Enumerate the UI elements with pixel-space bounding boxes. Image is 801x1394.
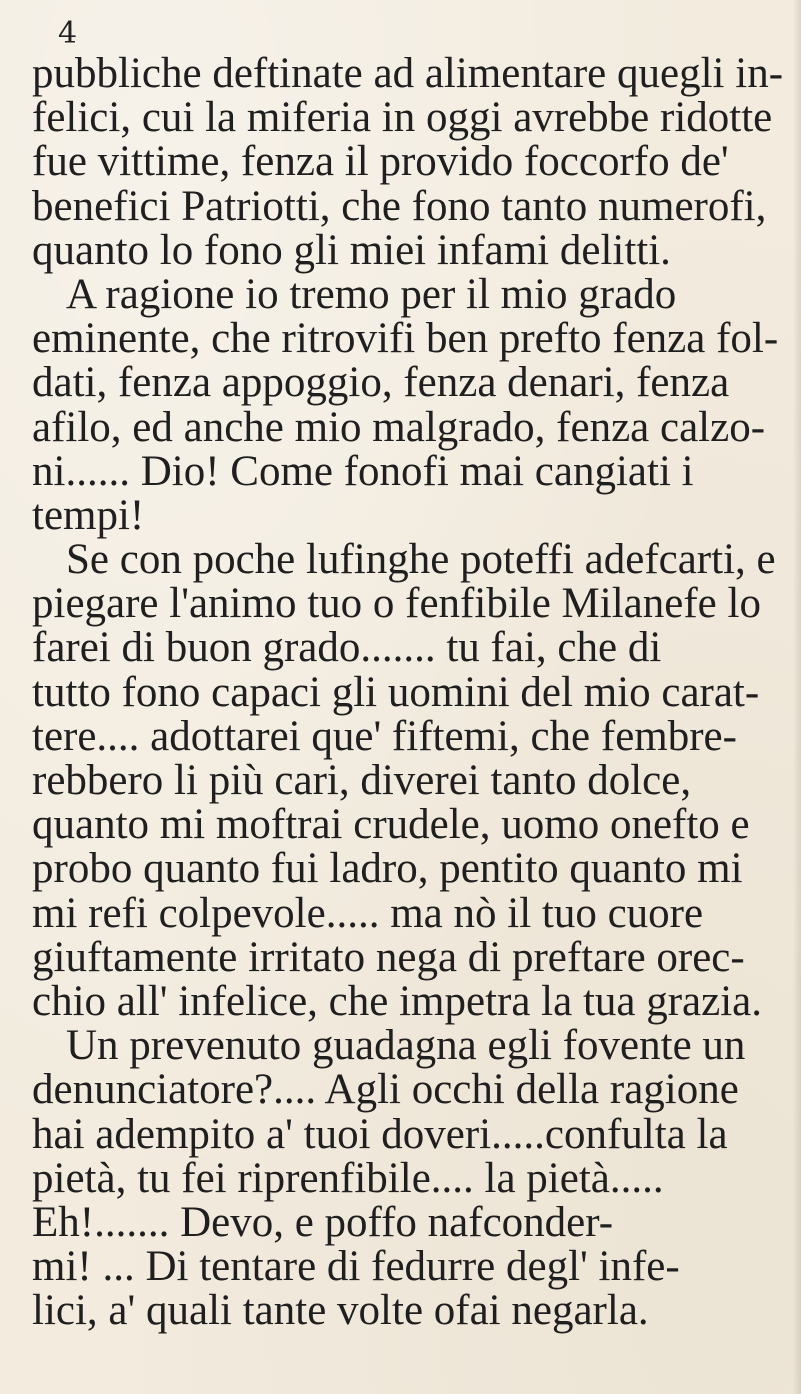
text-line: mi refi colpevole..... ma nò il tuo cuore xyxy=(32,889,704,937)
text-line: lici, a' quali tante volte ofai negarla. xyxy=(32,1287,649,1335)
paragraph-start-line: A ragione io tremo per il mio grado xyxy=(66,270,677,318)
text-line: afilo, ed anche mio malgrado, fenza calzo- xyxy=(32,403,766,451)
body-text xyxy=(32,52,801,1333)
text-line: probo quanto fui ladro, pentito quanto mi xyxy=(32,845,743,893)
paragraph-start-line: Un prevenuto guadagna egli fovente un xyxy=(66,1022,746,1070)
text-line: mi! ... Di tentare di fedurre degl' infe- xyxy=(32,1243,680,1291)
text-line: hai adempito a' tuoi doveri.....confulta la xyxy=(32,1110,728,1158)
paragraph-start-line: Se con poche lufinghe poteffi adefcarti, e xyxy=(66,536,776,584)
text-line: eminente, che ritrovifi ben prefto fenza fol- xyxy=(32,315,779,363)
text-line: tere.... adottarei que' fiftemi, che fembre- xyxy=(32,712,737,760)
page-number: 4 xyxy=(58,16,78,51)
text-line: dati, fenza appoggio, fenza denari, fenza xyxy=(32,359,730,407)
text-line: chio all' infelice, che impetra la tua grazia. xyxy=(32,977,763,1025)
text-line: piegare l'animo tuo o fenfibile Milanefe lo xyxy=(32,580,761,628)
text-line: Eh!....... Devo, e poffo nafconder- xyxy=(32,1198,614,1246)
text-line: rebbero li più cari, diverei tanto dolce, xyxy=(32,757,692,804)
text-line: fue vittime, fenza il provido foccorfo de' xyxy=(32,138,729,186)
text-line: denunciatore?.... Agli occhi della ragione xyxy=(32,1066,739,1114)
text-line: pietà, tu fei riprenfibile.... la pietà..... xyxy=(32,1154,664,1202)
text-line: quanto mi moftrai crudele, uomo onefto e xyxy=(32,801,750,849)
text-line: tempi! xyxy=(32,491,145,539)
text-line: quanto lo fono gli miei infami delitti. xyxy=(32,226,671,274)
text-line: benefici Patriotti, che fono tanto numerofi, xyxy=(32,182,767,230)
text-line: ni...... Dio! Come fonofi mai cangiati i xyxy=(32,447,694,495)
text-line: felici, cui la miferia in oggi avrebbe ridotte xyxy=(32,94,773,142)
text-line: giuftamente irritato nega di preftare orec- xyxy=(32,933,745,981)
text-line: tutto fono capaci gli uomini del mio carat- xyxy=(32,668,760,716)
text-line: pubbliche deftinate ad alimentare quegli in- xyxy=(32,50,784,97)
text-line: farei di buon grado....... tu fai, che di xyxy=(32,624,662,672)
